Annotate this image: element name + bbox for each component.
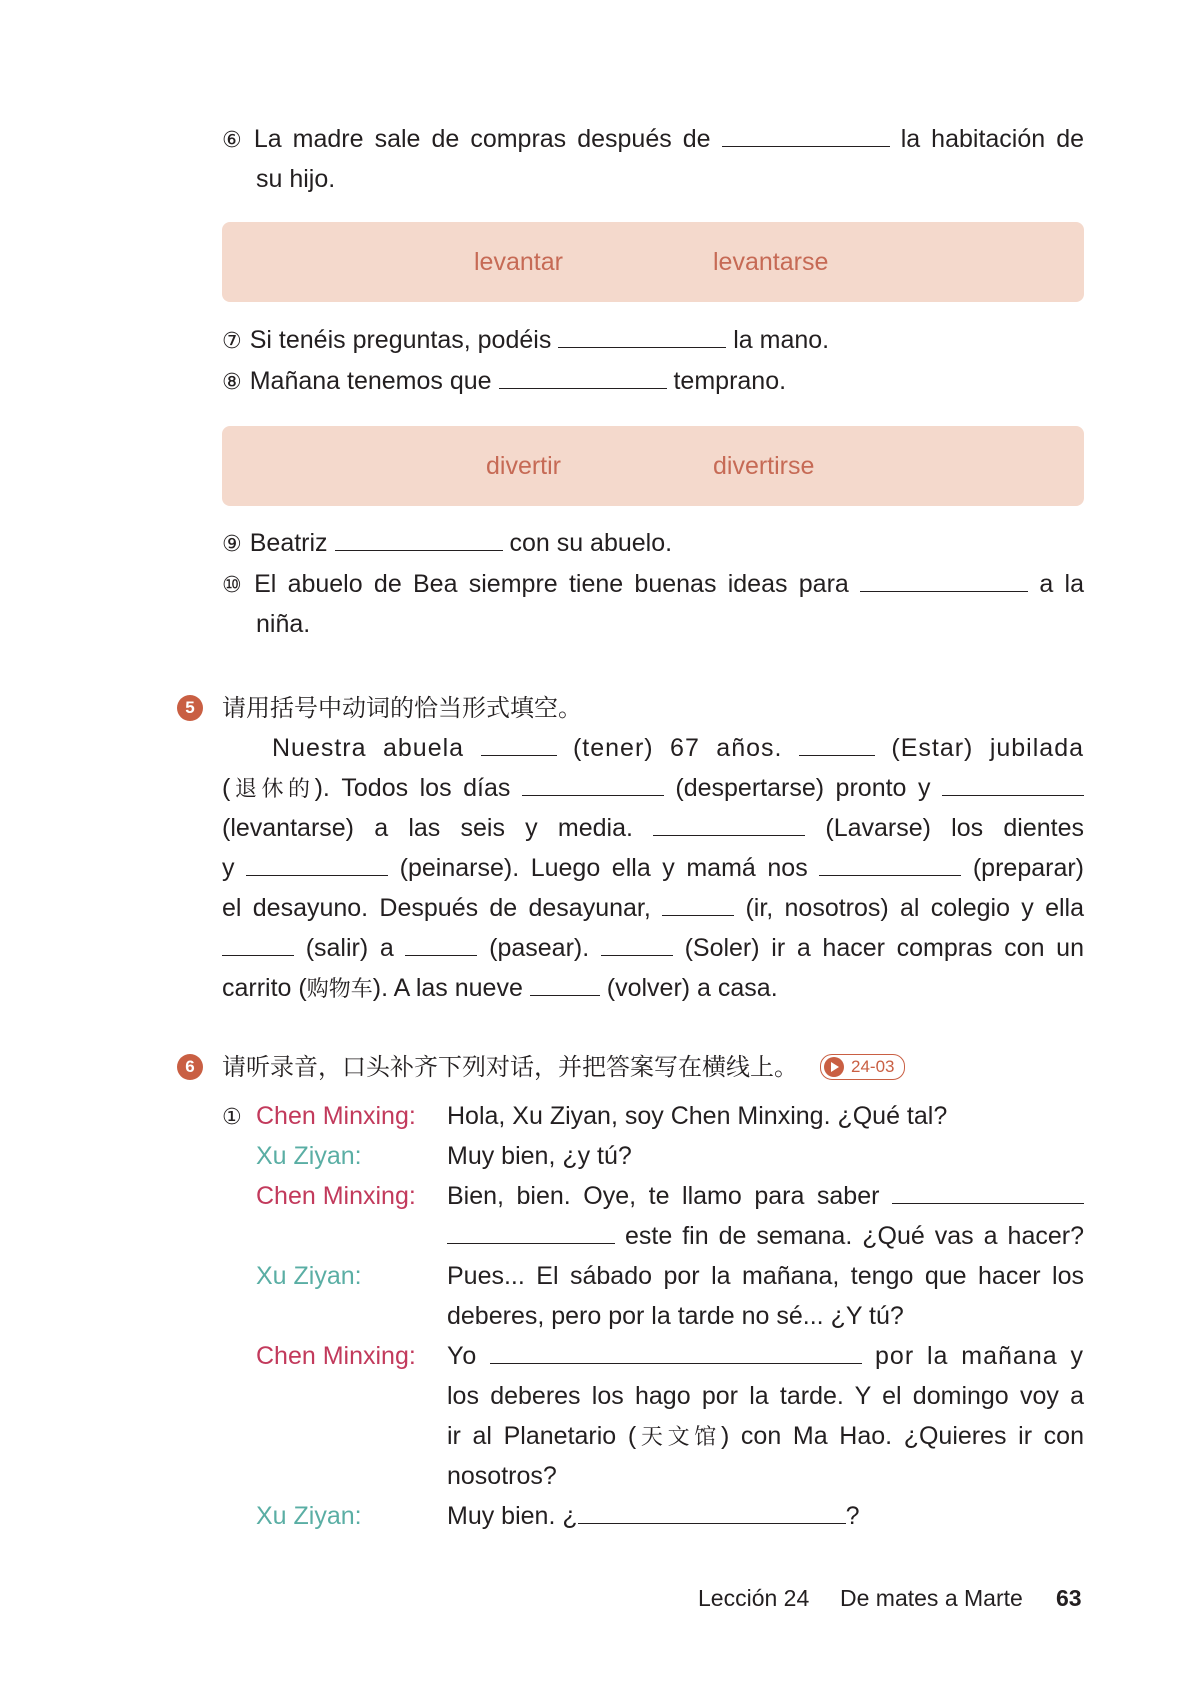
para-text: ). A las nueve: [372, 974, 523, 1002]
item-text: Mañana tenemos que: [249, 367, 492, 395]
speaker-xu: Xu Ziyan:: [256, 1142, 362, 1170]
dialogue-text: los deberes los hago por la tarde. Y el domingo voy a: [447, 1382, 1084, 1410]
dialogue-fragment: este fin de semana. ¿Qué vas a hacer?: [624, 1222, 1084, 1250]
item-number: ①: [222, 1105, 242, 1130]
answer-blank[interactable]: [653, 811, 805, 836]
item-text: El abuelo de Bea siempre tiene buenas ideas para: [254, 570, 849, 598]
speaker-chen: Chen Minxing:: [256, 1182, 416, 1210]
item-text: temprano.: [673, 367, 787, 395]
item-6-line2: su hijo.: [256, 165, 336, 193]
para-text: (salir) a: [305, 934, 394, 962]
para-text: (pasear).: [489, 934, 590, 962]
answer-blank[interactable]: [335, 526, 503, 551]
dialogue-text: [447, 1216, 1084, 1256]
para-text: (Soler) ir a hacer compras con un: [684, 934, 1084, 962]
answer-blank[interactable]: [530, 971, 600, 996]
answer-blank[interactable]: [490, 1339, 862, 1364]
para-text: (despertarse) pronto y: [675, 774, 931, 802]
item-10-line2: niña.: [256, 610, 311, 638]
dialogue-text: [447, 1176, 1084, 1216]
answer-blank[interactable]: [447, 1219, 615, 1244]
section-5-title: 请用括号中动词的恰当形式填空。: [222, 694, 582, 722]
word-option: levantar: [474, 248, 563, 276]
dialogue-text: Pues... El sábado por la mañana, tengo que hacer los: [447, 1262, 1084, 1290]
dialogue-text: nosotros?: [447, 1462, 557, 1490]
answer-blank[interactable]: [601, 931, 673, 956]
para-line: [222, 808, 1084, 848]
item-10-line1: [222, 564, 1084, 606]
speaker-chen: Chen Minxing:: [256, 1342, 416, 1370]
para-text: (ir, nosotros) al colegio y ella: [745, 894, 1085, 922]
para-text: (Lavarse) los dientes: [825, 814, 1084, 842]
item-text: Si tenéis preguntas, podéis: [249, 326, 552, 354]
speaker-xu: Xu Ziyan:: [256, 1502, 362, 1530]
audio-track-label: 24-03: [851, 1057, 895, 1076]
answer-blank[interactable]: [246, 851, 388, 876]
dialogue-fragment: por la mañana y: [875, 1342, 1084, 1370]
para-text-cn: 退休的: [230, 777, 315, 802]
dialogue-fragment: Muy bien. ¿: [447, 1502, 578, 1530]
para-text: (volver) a casa.: [606, 974, 778, 1002]
para-line: [222, 768, 1084, 810]
item-number: ⑨: [222, 532, 242, 557]
answer-blank[interactable]: [558, 323, 726, 348]
para-text: (tener) 67 años.: [572, 734, 783, 762]
para-line: [222, 728, 1084, 768]
item-number: ⑦: [222, 329, 242, 354]
item-7: [222, 320, 829, 362]
item-text: Beatriz: [249, 529, 328, 557]
speaker-chen: Chen Minxing:: [256, 1102, 416, 1130]
dialogue-text: Muy bien, ¿y tú?: [447, 1142, 632, 1170]
play-icon: [824, 1057, 844, 1077]
item-text: a la: [1039, 570, 1084, 598]
word-option: levantarse: [713, 248, 829, 276]
item-text: la habitación de: [900, 125, 1085, 153]
item-number: ⑩: [222, 573, 247, 598]
dialogue-text: [447, 1496, 860, 1536]
para-text: (Estar) jubilada: [891, 734, 1085, 762]
audio-track-button[interactable]: [820, 1054, 905, 1080]
para-text: (levantarse) a las seis y media.: [222, 814, 633, 842]
answer-blank[interactable]: [819, 851, 961, 876]
answer-blank[interactable]: [942, 771, 1084, 796]
item-8: [222, 361, 786, 403]
para-line: [222, 848, 1084, 888]
para-line: [222, 928, 1084, 968]
answer-blank[interactable]: [405, 931, 477, 956]
word-option: divertir: [486, 452, 562, 480]
dialogue-fragment: Yo: [447, 1342, 478, 1370]
answer-blank[interactable]: [222, 931, 294, 956]
answer-blank[interactable]: [892, 1179, 1084, 1204]
para-text: ). Todos los días: [314, 774, 511, 802]
footer-lesson: Lección 24: [698, 1585, 810, 1611]
dialogue-fragment: ?: [845, 1502, 860, 1530]
answer-blank[interactable]: [860, 567, 1028, 592]
page-number: 63: [1056, 1585, 1082, 1611]
dialogue-text: [447, 1336, 1084, 1376]
item-number: ⑥: [222, 128, 246, 153]
dialogue-text: Hola, Xu Ziyan, soy Chen Minxing. ¿Qué tal?: [447, 1102, 948, 1130]
para-line: [222, 888, 1084, 928]
item-text: con su abuelo.: [509, 529, 673, 557]
dialogue-fragment: ) con Ma Hao. ¿Quieres ir con: [720, 1422, 1084, 1450]
answer-blank[interactable]: [499, 364, 667, 389]
dialogue-text: [447, 1416, 1084, 1458]
para-text: y: [222, 854, 235, 882]
para-text: (preparar): [972, 854, 1085, 882]
para-text: el desayuno. Después de desayunar,: [222, 894, 651, 922]
dialogue-fragment: ir al Planetario (: [447, 1422, 637, 1450]
word-box: [222, 426, 1084, 506]
item-text: la mano.: [733, 326, 830, 354]
para-text: (peinarse). Luego ella y mamá nos: [399, 854, 808, 882]
item-text: La madre sale de compras después de: [253, 125, 711, 153]
dialogue-number: [222, 1096, 250, 1138]
answer-blank[interactable]: [722, 122, 890, 147]
section-5-badge: 5: [177, 695, 203, 721]
item-number: ⑧: [222, 370, 242, 395]
para-text: Nuestra abuela: [272, 734, 465, 762]
dialogue-fragment: Bien, bien. Oye, te llamo para saber: [447, 1182, 880, 1210]
word-option: divertirse: [713, 452, 815, 480]
section-6-title: 请听录音，口头补齐下列对话，并把答案写在横线上。: [222, 1053, 798, 1081]
dialogue-text: deberes, pero por la tarde no sé... ¿Y tú?: [447, 1302, 904, 1330]
item-9: [222, 523, 672, 565]
answer-blank[interactable]: [481, 731, 557, 756]
answer-blank[interactable]: [522, 771, 664, 796]
answer-blank[interactable]: [799, 731, 875, 756]
footer-title: De mates a Marte: [840, 1585, 1023, 1611]
para-text: carrito (: [222, 974, 307, 1002]
answer-blank[interactable]: [662, 891, 734, 916]
speaker-xu: Xu Ziyan:: [256, 1262, 362, 1290]
para-text: (: [222, 774, 231, 802]
section-6-badge: 6: [177, 1054, 203, 1080]
item-6-line1: [222, 119, 1084, 161]
para-text-cn: 购物车: [306, 977, 373, 1002]
para-line: [222, 968, 778, 1010]
answer-blank[interactable]: [578, 1499, 846, 1524]
word-box: [222, 222, 1084, 302]
dialogue-fragment-cn: 天文馆: [636, 1425, 721, 1450]
